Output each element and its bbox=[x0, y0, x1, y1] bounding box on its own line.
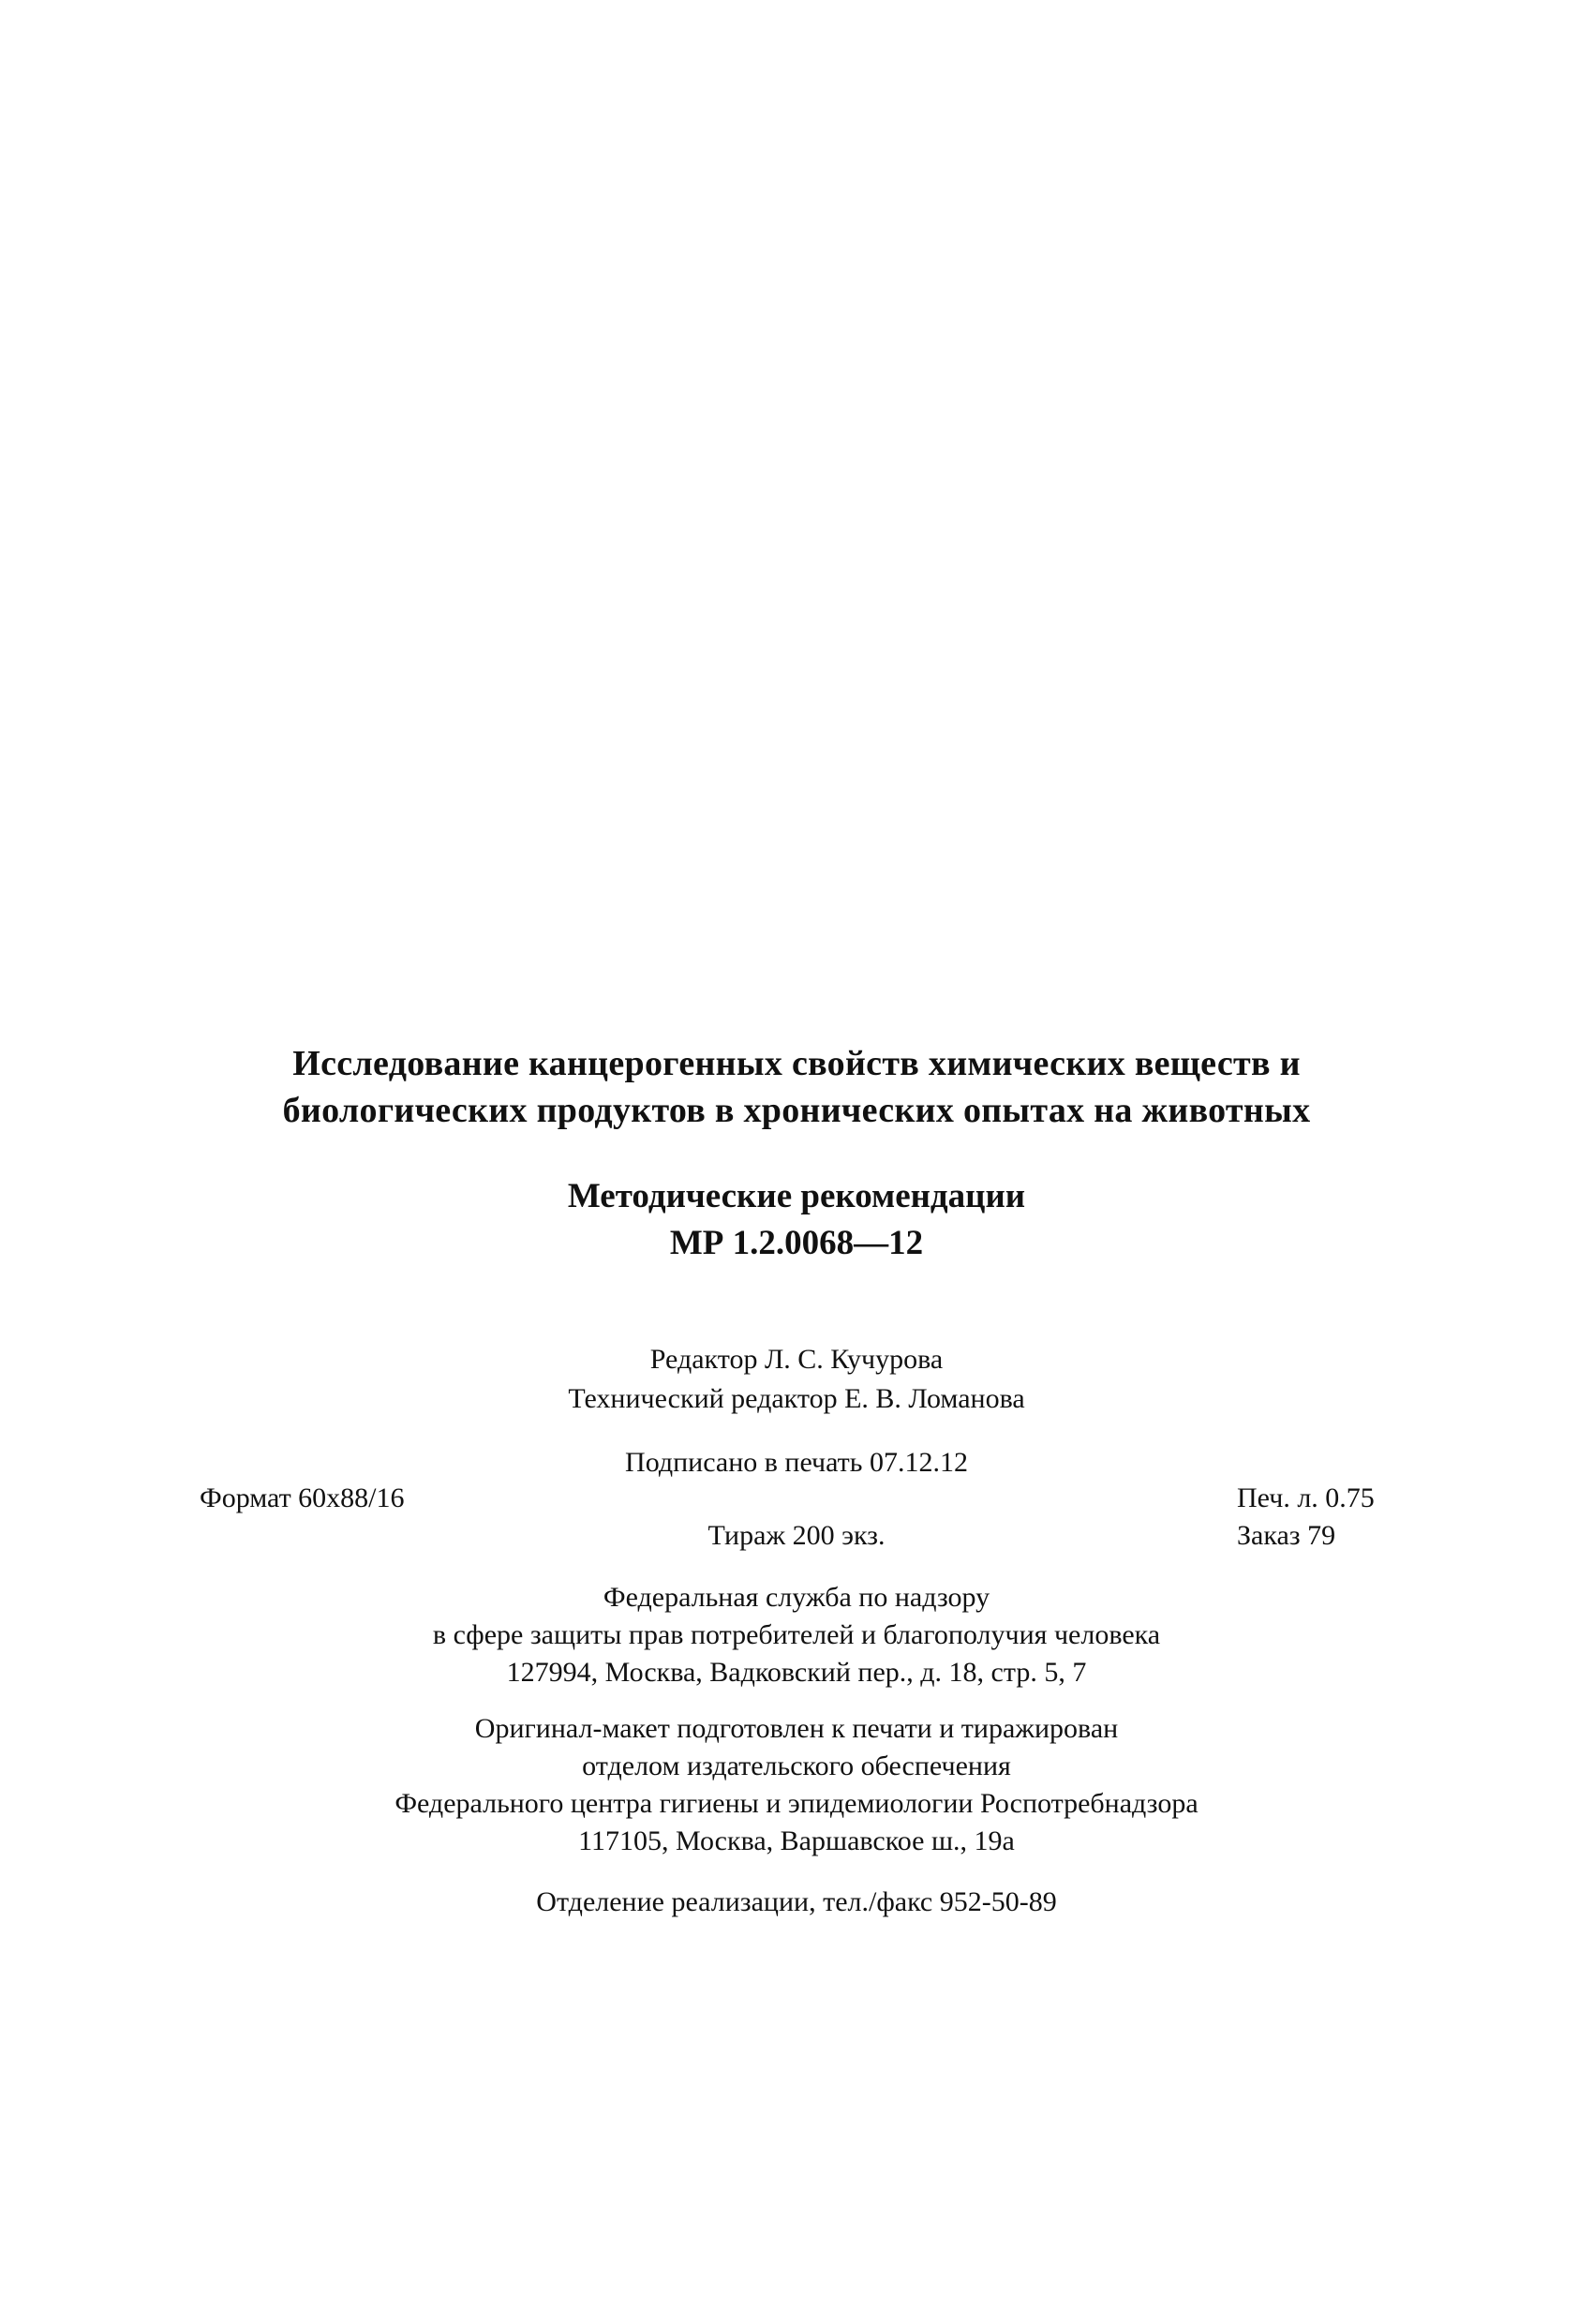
signed-date: Подписано в печать 07.12.12 bbox=[625, 1447, 968, 1478]
order-number: Заказ 79 bbox=[1237, 1520, 1336, 1551]
publisher-info bbox=[0, 1579, 1593, 1691]
print-run: Тираж 200 экз. bbox=[707, 1520, 886, 1551]
print-sheets: Печ. л. 0.75 bbox=[1237, 1482, 1375, 1513]
title-line-1: Исследование канцерогенных свойств химических веществ и bbox=[292, 1044, 1301, 1083]
title-line-2: биологических продуктов в хронических опытах на животных bbox=[282, 1091, 1311, 1130]
sales-contact: Отделение реализации, тел./факс 952-50-89 bbox=[536, 1886, 1057, 1917]
document-title bbox=[0, 1040, 1593, 1134]
tech-editor: Технический редактор Е. В. Ломанова bbox=[568, 1383, 1025, 1414]
print-format: Формат 60x88/16 bbox=[200, 1482, 405, 1513]
layout-line-2: отделом издательского обеспечения bbox=[582, 1750, 1011, 1781]
editors bbox=[0, 1340, 1593, 1419]
layout-address: 117105, Москва, Варшавское ш., 19а bbox=[578, 1825, 1015, 1856]
publisher-line-2: в сфере защиты прав потребителей и благополучия человека bbox=[432, 1619, 1161, 1650]
publisher-line-1: Федеральная служба по надзору bbox=[603, 1582, 990, 1613]
doc-number: МР 1.2.0068—12 bbox=[669, 1224, 924, 1262]
doc-type-label: Методические рекомендации bbox=[567, 1177, 1026, 1215]
editor: Редактор Л. С. Кучурова bbox=[649, 1344, 944, 1375]
layout-line-1: Оригинал-макет подготовлен к печати и тиражирован bbox=[474, 1713, 1119, 1744]
layout-line-3: Федерального центра гигиены и эпидемиологии Роспотребнадзора bbox=[395, 1788, 1198, 1819]
layout-info bbox=[0, 1710, 1593, 1860]
publisher-address: 127994, Москва, Вадковский пер., д. 18, стр. 5, 7 bbox=[506, 1657, 1087, 1688]
document-type bbox=[0, 1173, 1593, 1267]
